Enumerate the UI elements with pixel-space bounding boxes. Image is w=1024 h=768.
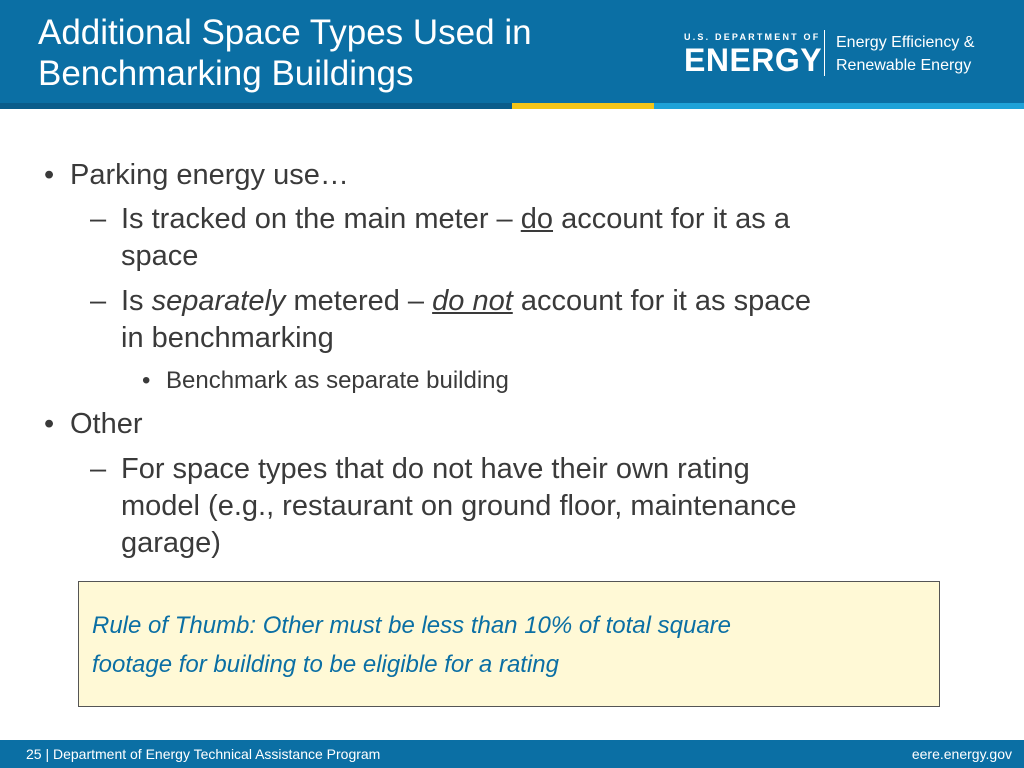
slide-title [38, 12, 638, 94]
logo-eere-line-1: Energy Efficiency & [836, 34, 975, 51]
text-segment: Is tracked on the main meter – [121, 203, 521, 235]
sub-bullet-space-types-line-1: For space types that do not have their own rating [121, 453, 750, 485]
footer-program-text: 25 | Department of Energy Technical Assistance Program [26, 746, 381, 762]
sub-bullet-separately-metered [121, 283, 811, 320]
slide-footer [0, 740, 1024, 768]
logo-eere-text [836, 31, 974, 77]
dash-marker: – [90, 453, 107, 485]
emphasis-do-not: do not [432, 285, 513, 317]
sub-bullet-separately-metered-cont: in benchmarking [121, 322, 334, 354]
logo-divider [824, 30, 825, 76]
dash-marker: – [90, 285, 107, 317]
dash-marker: – [90, 203, 107, 235]
title-line-1: Additional Space Types Used in [38, 13, 532, 52]
sub-bullet-main-meter-cont: space [121, 240, 199, 272]
header-stripe-light [654, 103, 1024, 109]
bullet-marker: • [142, 367, 151, 394]
bullet-other-text: Other [70, 408, 143, 440]
callout-line-2: footage for building to be eligible for a rating [92, 651, 559, 678]
sub-bullet-main-meter [121, 201, 790, 238]
text-segment: Is [121, 285, 152, 317]
header-stripe-dark [0, 103, 512, 109]
text-segment: account for it as a [553, 203, 790, 235]
logo-department-text: U.S. DEPARTMENT OF [684, 32, 821, 42]
slide-header [0, 0, 1024, 103]
callout-line-1: Rule of Thumb: Other must be less than 10% of total square [92, 612, 731, 639]
text-segment: account for it as space [512, 285, 811, 317]
logo-eere-line-2: Renewable Energy [836, 57, 972, 74]
sub-sub-bullet-separate-building: Benchmark as separate building [166, 367, 509, 394]
bullet-parking [44, 157, 54, 194]
header-stripe-yellow [512, 103, 654, 109]
bullet-marker: • [44, 159, 55, 191]
title-line-2: Benchmarking Buildings [38, 54, 414, 93]
sub-bullet-space-types-line-2: model (e.g., restaurant on ground floor, maintenance [121, 490, 797, 522]
emphasis-separately: separately [151, 285, 286, 317]
footer-website-link[interactable]: eere.energy.gov [911, 746, 1012, 762]
rule-of-thumb-callout [78, 581, 940, 707]
logo-energy-text: ENERGY [684, 42, 823, 78]
emphasis-do: do [520, 203, 554, 235]
text-segment: metered – [285, 285, 433, 317]
callout-text [92, 606, 731, 684]
sub-bullet-space-types-line-3: garage) [121, 527, 221, 559]
bullet-marker: • [44, 408, 55, 440]
bullet-parking-text: Parking energy use… [70, 159, 349, 191]
